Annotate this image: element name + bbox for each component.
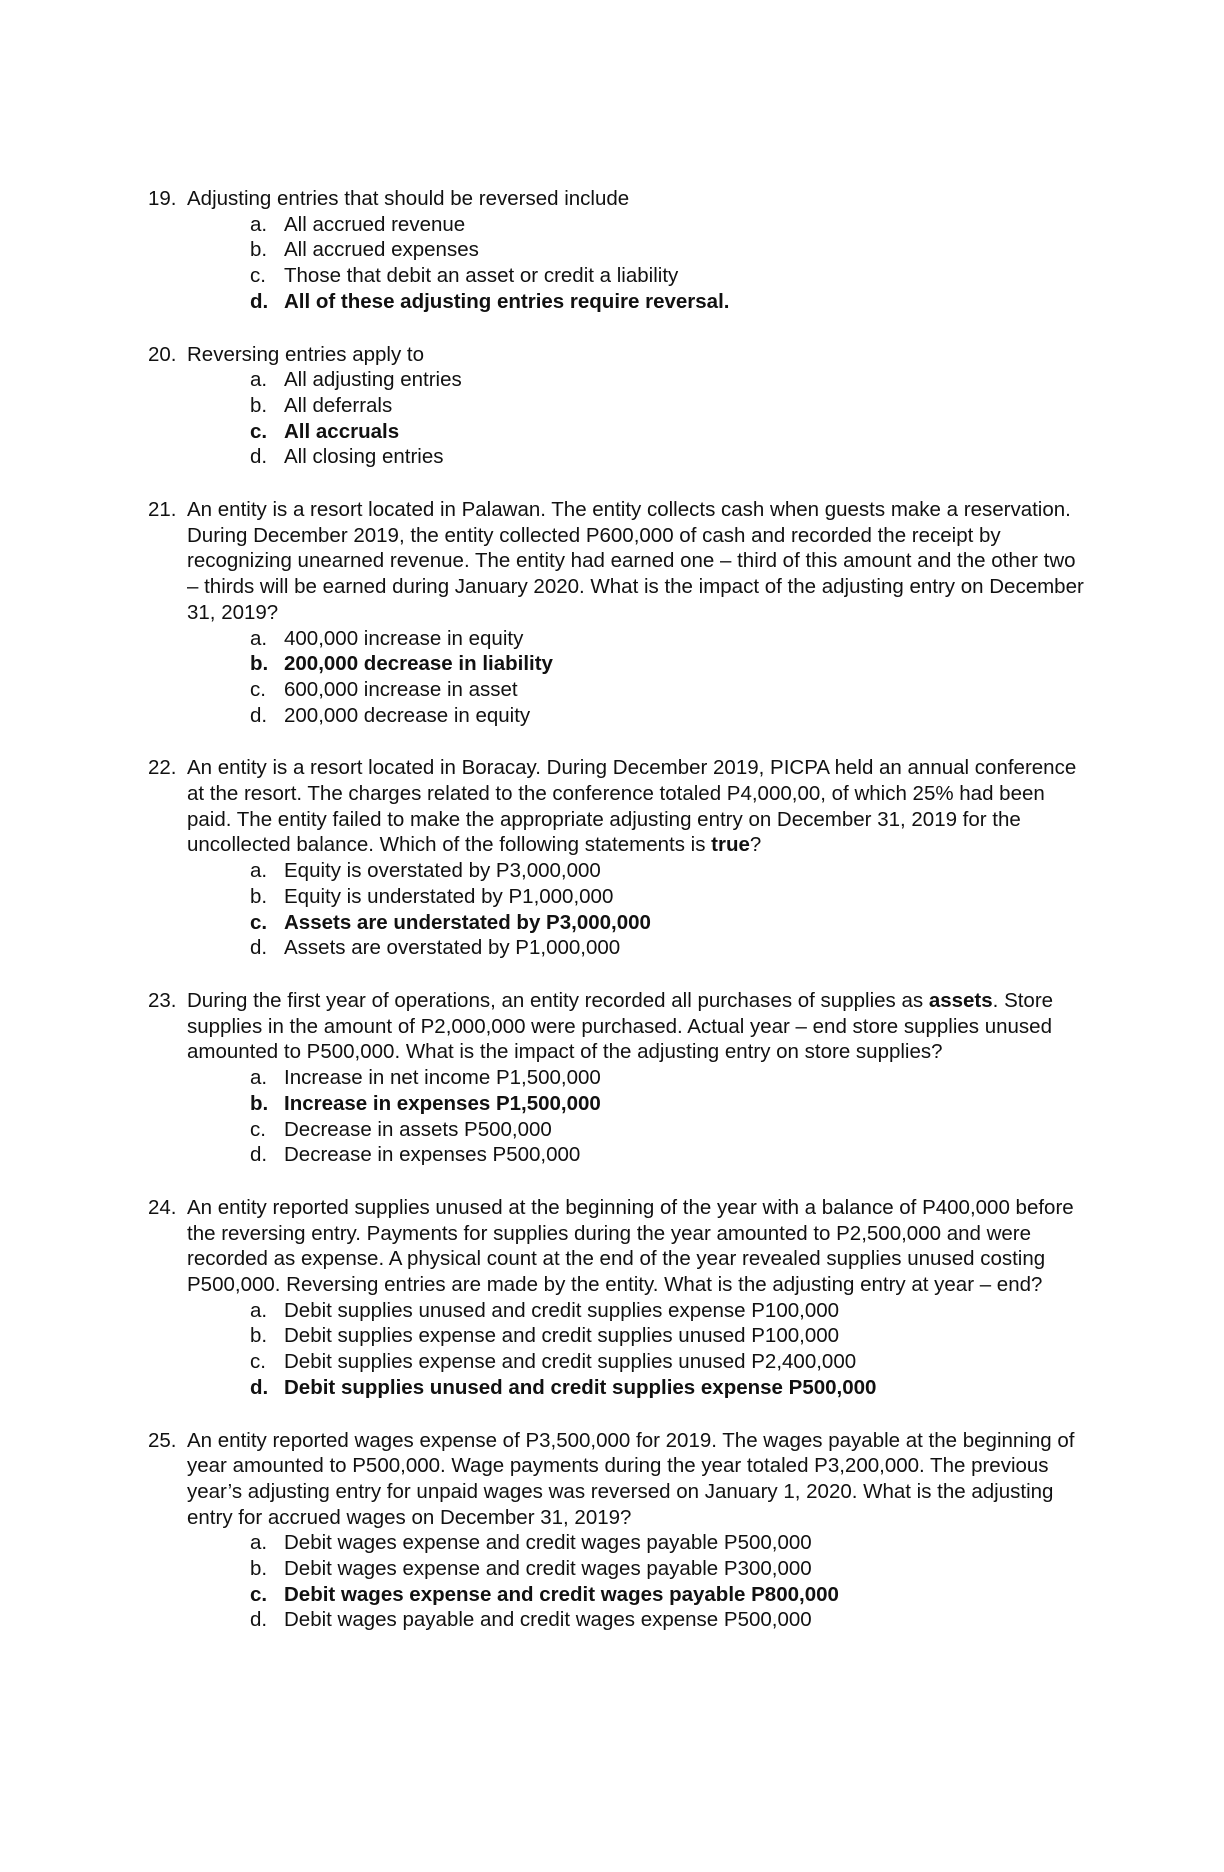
question-text <box>187 497 1088 626</box>
option-letter: c. <box>250 1582 268 1606</box>
option-letter: c. <box>250 264 266 288</box>
option-letter: c. <box>250 910 268 934</box>
answer-option-correct <box>250 419 1088 445</box>
question-text-segment: An entity is a resort located in Boracay. During December 2019, PICPA held an annual conference at the resort. The charges related to the conference totaled P4,000,00, of which 25% had been paid. The entity failed to make the appropriate adjusting entry on December 31, 2019 for the uncollected balance. Which of the following statements is <box>187 756 1077 857</box>
option-text: Debit supplies expense and credit supplies unused P2,400,000 <box>284 1350 857 1374</box>
option-text: Debit supplies expense and credit supplies unused P100,000 <box>284 1324 840 1348</box>
question-number: 21. <box>148 498 177 522</box>
option-letter: a. <box>250 1066 268 1090</box>
answer-options <box>148 367 1088 470</box>
question <box>148 988 1088 1168</box>
answer-option <box>250 212 1088 238</box>
option-letter: a. <box>250 1531 268 1555</box>
question-stem <box>148 497 1088 626</box>
answer-option <box>250 626 1088 652</box>
question-text-emphasis: true <box>711 833 750 857</box>
option-text: Assets are understated by P3,000,000 <box>284 910 651 934</box>
question-text-segment: ? <box>749 833 762 857</box>
question <box>148 1195 1088 1401</box>
question <box>148 342 1088 471</box>
question-text-segment: During the first year of operations, an entity recorded all purchases of supplies as <box>187 988 929 1012</box>
option-letter: c. <box>250 1350 266 1374</box>
option-letter: a. <box>250 368 268 392</box>
question-number: 25. <box>148 1428 177 1452</box>
answer-option <box>250 444 1088 470</box>
answer-option-correct <box>250 910 1088 936</box>
question-text-segment: An entity is a resort located in Palawan. The entity collects cash when guests make a reservation. During December 2019, the entity collected P600,000 of cash and recorded the receipt by recognizing unearned revenue. The entity had earned one – third of this amount and the other two – thirds will be earned during January 2020. What is the impact of the adjusting entry on December 31, 2019? <box>187 498 1084 624</box>
option-letter: d. <box>250 1608 268 1632</box>
option-text: 400,000 increase in equity <box>284 626 524 650</box>
answer-option <box>250 1298 1088 1324</box>
answer-options <box>148 1298 1088 1401</box>
option-text: 200,000 decrease in liability <box>284 652 553 676</box>
option-text: Debit supplies unused and credit supplies expense P100,000 <box>284 1298 840 1322</box>
option-letter: c. <box>250 677 266 701</box>
option-text: All accrued revenue <box>284 212 466 236</box>
answer-option <box>250 1142 1088 1168</box>
question-text-segment: . Store supplies in the amount of P2,000,000 were purchased. Actual year – end store supplies unused amounted to P500,000. What is the impact of the adjusting entry on store supplies? <box>187 988 1054 1064</box>
option-letter: c. <box>250 1117 266 1141</box>
option-text: Decrease in assets P500,000 <box>284 1117 552 1141</box>
answer-option-correct <box>250 1375 1088 1401</box>
option-text: All accrued expenses <box>284 238 479 262</box>
answer-option <box>250 858 1088 884</box>
option-letter: b. <box>250 652 269 676</box>
option-letter: a. <box>250 212 268 236</box>
answer-option-correct <box>250 651 1088 677</box>
answer-options <box>148 1530 1088 1633</box>
answer-option <box>250 263 1088 289</box>
option-text: All accruals <box>284 419 400 443</box>
question-stem <box>148 186 1088 212</box>
answer-option <box>250 393 1088 419</box>
option-letter: d. <box>250 936 268 960</box>
option-text: All adjusting entries <box>284 368 462 392</box>
option-text: Those that debit an asset or credit a liability <box>284 264 679 288</box>
option-text: Decrease in expenses P500,000 <box>284 1143 581 1167</box>
option-letter: d. <box>250 1143 268 1167</box>
option-text: Debit supplies unused and credit supplies expense P500,000 <box>284 1375 877 1399</box>
answer-option <box>250 1530 1088 1556</box>
answer-option-correct <box>250 1582 1088 1608</box>
option-letter: a. <box>250 859 268 883</box>
question-number: 19. <box>148 187 177 210</box>
question-text <box>187 1428 1088 1531</box>
option-text: All of these adjusting entries require reversal. <box>284 289 730 313</box>
option-letter: d. <box>250 289 269 313</box>
question-list <box>148 186 1088 1660</box>
question-text <box>187 755 1088 858</box>
option-text: Equity is overstated by P3,000,000 <box>284 859 601 883</box>
option-letter: b. <box>250 238 268 262</box>
option-text: All deferrals <box>284 393 393 417</box>
question-number: 22. <box>148 756 177 780</box>
option-letter: d. <box>250 1375 269 1399</box>
option-text: Assets are overstated by P1,000,000 <box>284 936 621 960</box>
answer-option <box>250 935 1088 961</box>
answer-option <box>250 1349 1088 1375</box>
option-text: 600,000 increase in asset <box>284 677 518 701</box>
answer-option <box>250 703 1088 729</box>
question-text-segment: An entity reported wages expense of P3,500,000 for 2019. The wages payable at the beginning of year amounted to P500,000. Wage payments during the year totaled P3,200,000. The previous year’s adjusting entry for unpaid wages was reversed on January 1, 2020. What is the adjusting entry for accrued wages on December 31, 2019? <box>187 1428 1075 1529</box>
option-letter: d. <box>250 703 268 727</box>
answer-option <box>250 677 1088 703</box>
option-text: Debit wages expense and credit wages payable P300,000 <box>284 1557 812 1581</box>
answer-options <box>148 212 1088 315</box>
question-stem <box>148 988 1088 1065</box>
answer-option <box>250 1607 1088 1633</box>
question-text-segment: An entity reported supplies unused at the beginning of the year with a balance of P400,000 before the reversing entry. Payments for supplies during the year amounted to P2,500,000 and were recorded as expense. A physical count at the end of the year revealed supplies unused costing P500,000. Reversing entries are made by the entity. What is the adjusting entry at year – end? <box>187 1195 1074 1297</box>
option-text: All closing entries <box>284 445 444 469</box>
question <box>148 1428 1088 1634</box>
answer-option <box>250 1065 1088 1091</box>
answer-option-correct <box>250 1091 1088 1117</box>
question-stem <box>148 342 1088 368</box>
option-letter: a. <box>250 1298 268 1322</box>
answer-option <box>250 1117 1088 1143</box>
question-text <box>187 988 1088 1065</box>
question-number: 24. <box>148 1195 177 1219</box>
option-letter: b. <box>250 1557 268 1581</box>
answer-option-correct <box>250 289 1088 315</box>
question-number: 23. <box>148 988 177 1012</box>
option-letter: d. <box>250 445 268 469</box>
answer-options <box>148 626 1088 729</box>
question-stem <box>148 1195 1088 1298</box>
option-text: Debit wages expense and credit wages payable P800,000 <box>284 1582 839 1606</box>
question-text-emphasis: assets <box>928 988 993 1012</box>
answer-option <box>250 367 1088 393</box>
option-text: Equity is understated by P1,000,000 <box>284 884 614 908</box>
option-text: Increase in net income P1,500,000 <box>284 1066 601 1090</box>
question-stem <box>148 1428 1088 1531</box>
question-text <box>187 342 1088 368</box>
question-text <box>187 1195 1088 1298</box>
option-letter: a. <box>250 626 268 650</box>
question <box>148 497 1088 728</box>
option-text: Increase in expenses P1,500,000 <box>284 1091 601 1115</box>
option-letter: c. <box>250 419 268 443</box>
question-number: 20. <box>148 342 177 366</box>
option-letter: b. <box>250 1091 269 1115</box>
question <box>148 755 1088 961</box>
question <box>148 186 1088 315</box>
answer-options <box>148 858 1088 961</box>
answer-option <box>250 237 1088 263</box>
option-text: Debit wages expense and credit wages payable P500,000 <box>284 1531 812 1555</box>
question-text-segment: Reversing entries apply to <box>187 342 425 366</box>
option-text: 200,000 decrease in equity <box>284 703 531 727</box>
answer-option <box>250 884 1088 910</box>
question-text-segment: Adjusting entries that should be reversed include <box>187 187 630 210</box>
option-letter: b. <box>250 1324 268 1348</box>
answer-option <box>250 1556 1088 1582</box>
option-text: Debit wages payable and credit wages expense P500,000 <box>284 1608 812 1632</box>
answer-options <box>148 1065 1088 1168</box>
option-letter: b. <box>250 884 268 908</box>
question-text <box>187 186 1088 212</box>
question-stem <box>148 755 1088 858</box>
answer-option <box>250 1323 1088 1349</box>
option-letter: b. <box>250 393 268 417</box>
